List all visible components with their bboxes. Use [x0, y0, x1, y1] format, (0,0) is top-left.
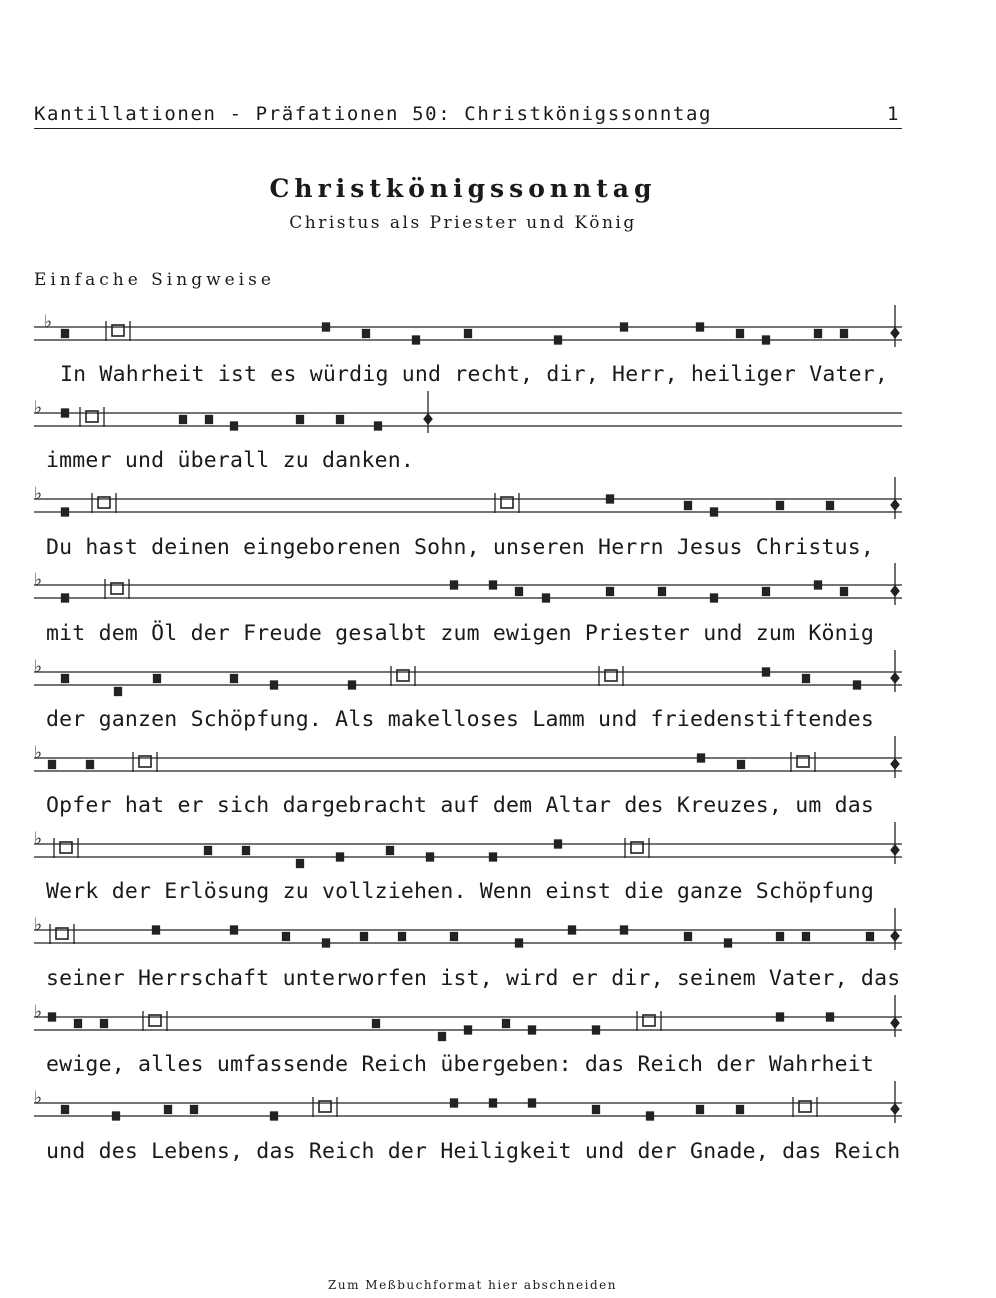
square-neume-icon — [711, 508, 718, 516]
square-neume-icon — [529, 1099, 536, 1107]
square-neume-icon — [516, 588, 523, 596]
final-barline-icon — [891, 586, 899, 596]
square-neume-icon — [516, 939, 523, 947]
square-neume-icon — [363, 330, 370, 338]
square-neume-icon — [231, 926, 238, 934]
square-neume-icon — [115, 688, 122, 696]
square-neume-icon — [555, 336, 562, 344]
square-neume-icon — [101, 1020, 108, 1028]
square-neume-icon — [373, 1020, 380, 1028]
final-barline-icon — [891, 1104, 899, 1114]
square-neume-icon — [451, 933, 458, 941]
square-neume-icon — [427, 853, 434, 861]
square-neume-icon — [737, 1106, 744, 1114]
final-barline-icon — [891, 759, 899, 769]
square-neume-icon — [113, 1112, 120, 1120]
section-heading: Einfache Singweise — [34, 270, 275, 290]
square-neume-icon — [697, 1106, 704, 1114]
square-neume-icon — [503, 1020, 510, 1028]
square-neume-icon — [205, 847, 212, 855]
square-neume-icon — [529, 1026, 536, 1034]
final-barline-icon — [891, 1018, 899, 1028]
lyric-line: ewige, alles umfassende Reich übergeben: das Reich der Wahrheit — [46, 1052, 875, 1077]
page-number: 1 — [886, 103, 900, 125]
square-neume-icon — [451, 1099, 458, 1107]
lyric-line: Opfer hat er sich dargebracht auf dem Altar des Kreuzes, um das — [46, 793, 875, 818]
square-neume-icon — [323, 939, 330, 947]
square-neume-icon — [647, 1112, 654, 1120]
square-neume-icon — [725, 939, 732, 947]
square-neume-icon — [49, 761, 56, 769]
final-barline-icon — [891, 845, 899, 855]
lyric-line: Werk der Erlösung zu vollziehen. Wenn einst die ganze Schöpfung — [46, 879, 875, 904]
square-neume-icon — [154, 675, 161, 683]
header-text: Kantillationen - Präfationen 50: Christkönigssonntag — [34, 103, 713, 125]
square-neume-icon — [607, 495, 614, 503]
square-neume-icon — [841, 588, 848, 596]
square-neume-icon — [659, 588, 666, 596]
page-title: Christkönigssonntag — [269, 174, 657, 203]
square-neume-icon — [337, 853, 344, 861]
flat-clef-icon: ♭ — [34, 398, 43, 418]
square-neume-icon — [815, 330, 822, 338]
flat-clef-icon: ♭ — [34, 829, 43, 849]
square-neume-icon — [867, 933, 874, 941]
square-neume-icon — [777, 502, 784, 510]
square-neume-icon — [62, 508, 69, 516]
square-neume-icon — [297, 416, 304, 424]
square-neume-icon — [349, 681, 356, 689]
lyric-line: Du hast deinen eingeborenen Sohn, unseren Herrn Jesus Christus, — [46, 535, 875, 560]
square-neume-icon — [827, 502, 834, 510]
square-neume-icon — [543, 594, 550, 602]
square-neume-icon — [62, 330, 69, 338]
page-subtitle: Christus als Priester und König — [289, 213, 637, 233]
square-neume-icon — [737, 330, 744, 338]
square-neume-icon — [451, 581, 458, 589]
square-neume-icon — [763, 668, 770, 676]
square-neume-icon — [243, 847, 250, 855]
square-neume-icon — [439, 1033, 446, 1041]
square-neume-icon — [375, 422, 382, 430]
square-neume-icon — [777, 1013, 784, 1021]
final-barline-icon — [891, 931, 899, 941]
square-neume-icon — [841, 330, 848, 338]
flat-clef-icon: ♭ — [34, 484, 43, 504]
square-neume-icon — [323, 323, 330, 331]
square-neume-icon — [231, 422, 238, 430]
square-neume-icon — [593, 1106, 600, 1114]
final-barline-icon — [424, 414, 432, 424]
square-neume-icon — [283, 933, 290, 941]
square-neume-icon — [738, 761, 745, 769]
square-neume-icon — [271, 681, 278, 689]
square-neume-icon — [569, 926, 576, 934]
square-neume-icon — [361, 933, 368, 941]
square-neume-icon — [180, 416, 187, 424]
final-barline-icon — [891, 328, 899, 338]
square-neume-icon — [815, 581, 822, 589]
flat-clef-icon: ♭ — [34, 570, 43, 590]
square-neume-icon — [62, 409, 69, 417]
square-neume-icon — [763, 588, 770, 596]
lyric-line: der ganzen Schöpfung. Als makelloses Lamm und friedenstiftendes — [46, 707, 875, 732]
square-neume-icon — [698, 754, 705, 762]
square-neume-icon — [337, 416, 344, 424]
flat-clef-icon: ♭ — [44, 312, 53, 332]
square-neume-icon — [62, 675, 69, 683]
lyric-line: In Wahrheit ist es würdig und recht, dir, Herr, heiliger Vater, — [60, 362, 889, 387]
square-neume-icon — [231, 675, 238, 683]
square-neume-icon — [607, 588, 614, 596]
square-neume-icon — [62, 594, 69, 602]
flat-clef-icon: ♭ — [34, 1088, 43, 1108]
square-neume-icon — [490, 581, 497, 589]
final-barline-icon — [891, 673, 899, 683]
square-neume-icon — [62, 1106, 69, 1114]
square-neume-icon — [297, 860, 304, 868]
square-neume-icon — [621, 323, 628, 331]
square-neume-icon — [803, 675, 810, 683]
lyric-line: und des Lebens, das Reich der Heiligkeit und der Gnade, das Reich — [46, 1139, 901, 1164]
lyric-line: mit dem Öl der Freude gesalbt zum ewigen Priester und zum König — [46, 621, 875, 646]
square-neume-icon — [854, 681, 861, 689]
square-neume-icon — [206, 416, 213, 424]
square-neume-icon — [165, 1106, 172, 1114]
flat-clef-icon: ♭ — [34, 743, 43, 763]
square-neume-icon — [465, 330, 472, 338]
flat-clef-icon: ♭ — [34, 657, 43, 677]
square-neume-icon — [413, 336, 420, 344]
flat-clef-icon: ♭ — [34, 915, 43, 935]
lyric-line: seiner Herrschaft unterworfen ist, wird er dir, seinem Vater, das — [46, 966, 901, 991]
flat-clef-icon: ♭ — [34, 1002, 43, 1022]
square-neume-icon — [593, 1026, 600, 1034]
square-neume-icon — [191, 1106, 198, 1114]
square-neume-icon — [153, 926, 160, 934]
square-neume-icon — [399, 933, 406, 941]
square-neume-icon — [685, 933, 692, 941]
final-barline-icon — [891, 500, 899, 510]
square-neume-icon — [555, 840, 562, 848]
square-neume-icon — [697, 323, 704, 331]
square-neume-icon — [490, 1099, 497, 1107]
square-neume-icon — [490, 853, 497, 861]
square-neume-icon — [465, 1026, 472, 1034]
square-neume-icon — [685, 502, 692, 510]
square-neume-icon — [75, 1020, 82, 1028]
square-neume-icon — [763, 336, 770, 344]
lyric-line: immer und überall zu danken. — [46, 448, 415, 473]
square-neume-icon — [711, 594, 718, 602]
square-neume-icon — [387, 847, 394, 855]
square-neume-icon — [49, 1013, 56, 1021]
footer-note: Zum Meßbuchformat hier abschneiden — [328, 1278, 617, 1292]
square-neume-icon — [803, 933, 810, 941]
square-neume-icon — [271, 1112, 278, 1120]
square-neume-icon — [827, 1013, 834, 1021]
square-neume-icon — [87, 761, 94, 769]
square-neume-icon — [621, 926, 628, 934]
square-neume-icon — [777, 933, 784, 941]
